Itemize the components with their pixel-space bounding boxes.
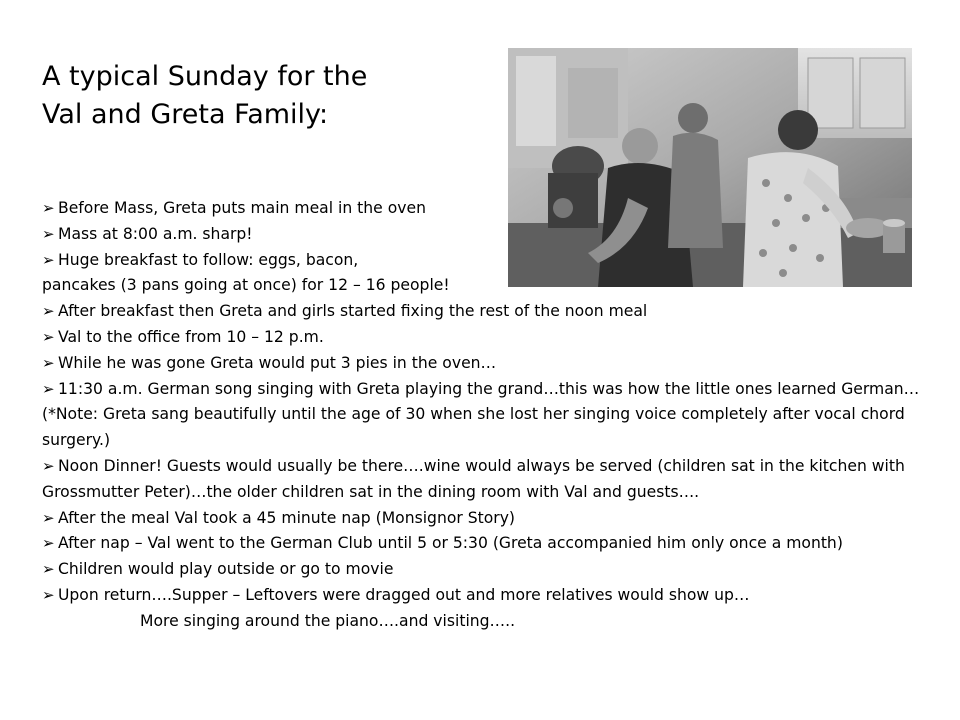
arrow-bullet-icon: ➢ xyxy=(42,250,55,269)
arrow-bullet-icon: ➢ xyxy=(42,224,55,243)
arrow-bullet-icon: ➢ xyxy=(42,327,55,346)
list-item: ➢ 11:30 a.m. German song singing with Greta playing the grand…this was how the little ones learned German…(*Note: Greta sang beautifully until the age of 30 when she lost her singing voice completely after vocal chord surgery.) xyxy=(42,377,922,454)
arrow-bullet-icon: ➢ xyxy=(42,456,55,475)
list-item: ➢ Children would play outside or go to movie xyxy=(42,557,922,583)
list-item: ➢ After the meal Val took a 45 minute nap (Monsignor Story) xyxy=(42,506,922,532)
breakfast-continuation: pancakes (3 pans going at once) for 12 – 16 people! xyxy=(42,276,450,295)
list-item: ➢ After breakfast then Greta and girls started fixing the rest of the noon meal xyxy=(42,299,922,325)
arrow-bullet-icon: ➢ xyxy=(42,199,55,217)
slide-title-line-2: Val and Greta Family: xyxy=(42,99,329,130)
arrow-bullet-icon: ➢ xyxy=(42,353,55,372)
list-item: ➢ Mass at 8:00 a.m. sharp! xyxy=(42,222,922,248)
arrow-bullet-icon: ➢ xyxy=(42,379,55,398)
arrow-bullet-icon: ➢ xyxy=(42,585,55,604)
list-item: ➢ Val to the office from 10 – 12 p.m. xyxy=(42,325,922,351)
slide-title-line-1: A typical Sunday for the xyxy=(42,61,368,92)
slide-title xyxy=(42,58,482,134)
arrow-bullet-icon: ➢ xyxy=(42,508,55,527)
list-item: ➢ Noon Dinner! Guests would usually be there….wine would always be served (children sat in the kitchen with Grossmutter Peter)…the older children sat in the dining room with Val and guests…. xyxy=(42,454,922,506)
list-item: ➢ After nap – Val went to the German Club until 5 or 5:30 (Greta accompanied him only once a month) xyxy=(42,531,922,557)
list-item: ➢ Huge breakfast to follow: eggs, bacon, pancakes (3 pans going at once) for 12 – 16 people! xyxy=(42,248,922,300)
list-item: ➢ While he was gone Greta would put 3 pies in the oven… xyxy=(42,351,922,377)
arrow-bullet-icon: ➢ xyxy=(42,302,55,321)
list-item: ➢ Before Mass, Greta puts main meal in the oven xyxy=(42,196,922,222)
list-item: ➢ Upon return….Supper – Leftovers were dragged out and more relatives would show up… xyxy=(42,583,922,609)
arrow-bullet-icon: ➢ xyxy=(42,560,55,579)
arrow-bullet-icon: ➢ xyxy=(42,534,55,553)
bullet-list xyxy=(42,196,922,635)
closing-line: More singing around the piano….and visiting….. xyxy=(140,611,516,630)
